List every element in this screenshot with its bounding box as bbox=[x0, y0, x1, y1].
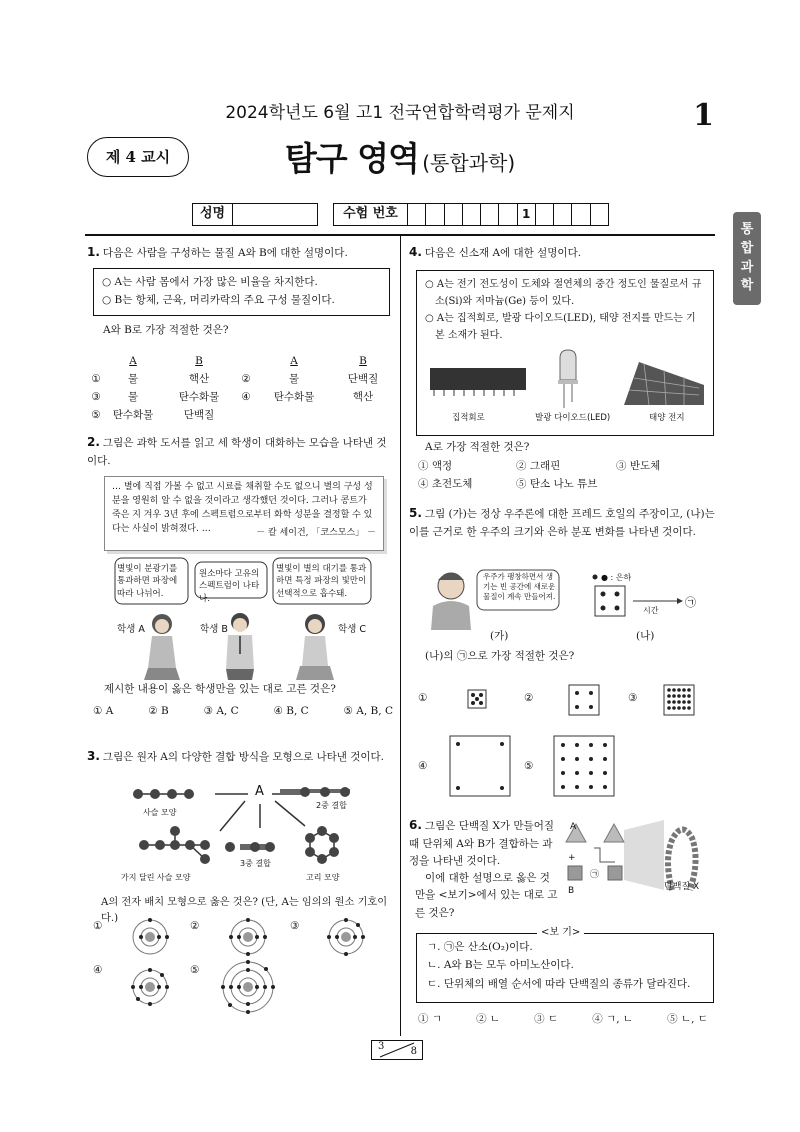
question-5 bbox=[409, 504, 717, 541]
number-cell[interactable] bbox=[408, 204, 426, 225]
number-cell[interactable] bbox=[554, 204, 572, 225]
page-indicator bbox=[371, 1040, 423, 1060]
choice-number[interactable]: ② bbox=[241, 372, 251, 385]
question-prompt: 다음은 사람을 구성하는 물질 A와 B에 대한 설명이다. bbox=[102, 247, 348, 259]
question-number: 4. bbox=[409, 245, 422, 259]
question-text: 이에 대한 설명으로 옳은 것만을 <보기>에서 있는 대로 고른 것은? bbox=[415, 872, 558, 919]
choice-3[interactable]: ③ bbox=[290, 920, 300, 932]
question-number: 6. bbox=[409, 818, 422, 832]
book-passage: … 별에 직접 가볼 수 없고 시료를 채취할 수도 없으니 별의 구성 성분을 영원히 알 수 없을 것이라고 생각했던 것이다. 그러나 콩트가 죽은 지 겨우 3년 후에 스펙트럼으로부터 화학 성분을 결정할 수 있다는 사실이 밝혀졌다. … － 칼 세이건, 「코스모스」 － bbox=[104, 476, 384, 551]
question-prompt: 그림은 단백질 X가 만들어질 때 단위체 A와 B가 결합하는 과정을 나타낸 것이다. bbox=[409, 820, 554, 868]
choice-5[interactable]: ⑤ bbox=[190, 964, 200, 976]
number-cell[interactable] bbox=[536, 204, 554, 225]
question-text: A와 B로 가장 적절한 것은? bbox=[103, 323, 229, 336]
answer-choices: ① A ② B ③ A, C ④ B, C ⑤ A, B, C bbox=[93, 705, 393, 717]
ic-label: 집적회로 bbox=[452, 413, 485, 423]
bubble-c: 별빛이 별의 대기를 통과하면 특정 파장의 빛만이 선택적으로 흡수돼. bbox=[276, 564, 367, 599]
chain-label: 사슬 모양 bbox=[143, 808, 177, 817]
scientist-figure bbox=[431, 573, 471, 630]
bubble-b: 원소마다 고유의 스펙트럼이 나타나. bbox=[199, 569, 260, 604]
student-a-label: 학생 A bbox=[117, 624, 145, 635]
number-cell-filled[interactable]: 1 bbox=[518, 204, 536, 225]
choice-5[interactable]: ⑤ bbox=[524, 760, 534, 772]
subject-main: 탐구 영역 bbox=[284, 139, 419, 178]
answer-choices: ① ㄱ ② ㄴ ③ ㄷ ④ ㄱ, ㄴ ⑤ ㄴ, ㄷ bbox=[418, 1013, 708, 1025]
page-number: 1 bbox=[693, 98, 714, 133]
student-c-label: 학생 C bbox=[338, 624, 367, 635]
current-page: 3 bbox=[378, 1041, 385, 1052]
bogi-box: ㄱ. ㉠은 산소(O₂)이다. ㄴ. A와 B는 모두 아미노산이다. ㄷ. 단위체의 배열 순서에 따라 단백질의 종류가 달라진다. bbox=[416, 933, 714, 1003]
question-text: A로 가장 적절한 것은? bbox=[425, 441, 530, 453]
period-label: 제 4 교시 bbox=[87, 137, 189, 177]
integrated-circuit-image bbox=[430, 368, 526, 396]
question-4 bbox=[409, 243, 719, 262]
choice-1[interactable]: ① bbox=[418, 692, 428, 704]
material-images bbox=[424, 350, 709, 410]
choice-number[interactable]: ③ bbox=[91, 391, 101, 404]
bogi-title: <보 기> bbox=[537, 925, 584, 941]
column-divider bbox=[400, 236, 401, 1036]
atom-a-label: A bbox=[255, 784, 264, 799]
galaxy-distribution-choices bbox=[440, 682, 710, 797]
question-prompt: 그림 (가)는 정상 우주론에 대한 프레드 호일의 주장이고, (나)는 이를 근거로 한 우주의 크기와 은하 분포 변화를 나타낸 것이다. bbox=[409, 508, 715, 538]
solar-label: 태양 전지 bbox=[649, 413, 685, 423]
question-2 bbox=[87, 433, 392, 470]
choice-3[interactable]: ③ bbox=[628, 692, 638, 704]
number-cell[interactable] bbox=[463, 204, 481, 225]
choice-1[interactable]: ① bbox=[93, 920, 103, 932]
bubble-a: 별빛이 분광기를 통과하면 파장에 따라 나뉘어. bbox=[117, 564, 178, 599]
question-prompt: 다음은 신소재 A에 대한 설명이다. bbox=[424, 247, 582, 259]
exam-title: 2024학년도 6월 고1 전국연합학력평가 문제지 bbox=[225, 103, 575, 123]
answer-choices: ① 액정 ② 그래핀 ③ 반도체 ④ 초전도체 ⑤ 탄소 나노 튜브 bbox=[418, 460, 661, 490]
choice-number[interactable]: ⑤ bbox=[91, 409, 101, 422]
student-body bbox=[148, 636, 176, 668]
double-bond-label: 2중 결합 bbox=[316, 801, 347, 810]
question-number: 5. bbox=[409, 506, 422, 520]
choice-4[interactable]: ④ bbox=[418, 760, 428, 772]
unit-b bbox=[568, 866, 582, 880]
figure-label-ga: (가) bbox=[490, 630, 509, 642]
electron-models bbox=[118, 912, 388, 1022]
statement-box: ○ A는 전기 전도성이 도체와 절연체의 중간 정도인 물질로서 규소(Si)와 저마늄(Ge) 등이 있다. ○ A는 집적회로, 발광 다이오드(LED), 태양 전지를 만드는 기본 소재가 된다. bbox=[416, 270, 714, 436]
steady-state-figure bbox=[425, 566, 715, 630]
ring-label: 고리 모양 bbox=[306, 873, 340, 882]
figure-label-na: (나) bbox=[636, 630, 655, 642]
question-number: 1. bbox=[87, 245, 100, 259]
number-cell[interactable] bbox=[499, 204, 517, 225]
galaxy-legend: ● : 은하 bbox=[601, 573, 632, 582]
hoyle-bubble: 우주가 팽창하면서 생기는 빈 공간에 새로운 물질이 계속 만들어져. bbox=[483, 572, 556, 602]
choice-2[interactable]: ② bbox=[524, 692, 534, 704]
student-b-label: 학생 B bbox=[200, 624, 228, 635]
label-protein: 단백질 X bbox=[664, 882, 700, 892]
number-cell[interactable] bbox=[445, 204, 463, 225]
choice-number[interactable]: ④ bbox=[241, 391, 251, 404]
atom-spheres bbox=[133, 787, 350, 864]
question-6 bbox=[409, 816, 559, 870]
solar-cell-image bbox=[624, 362, 704, 405]
passage-source: － 칼 세이건, 「코스모스」 － bbox=[256, 528, 376, 538]
choice-4[interactable]: ④ bbox=[93, 964, 103, 976]
subject-sub: (통합과학) bbox=[422, 151, 516, 175]
label-a: A bbox=[570, 822, 577, 832]
number-cell[interactable] bbox=[481, 204, 499, 225]
number-cell[interactable] bbox=[591, 204, 608, 225]
subject-title bbox=[0, 133, 800, 186]
label-b: B bbox=[568, 886, 575, 896]
number-cell[interactable] bbox=[426, 204, 444, 225]
name-input[interactable] bbox=[233, 204, 317, 225]
name-label: 성명 bbox=[193, 204, 233, 225]
total-pages: 8 bbox=[410, 1046, 417, 1057]
statement-box: ○ A는 사람 몸에서 가장 많은 비율을 차지한다. ○ B는 항체, 근육, 머리카락의 주요 구성 물질이다. bbox=[93, 268, 390, 316]
name-field[interactable] bbox=[192, 203, 318, 226]
branched-chain-label: 가지 달린 사슬 모양 bbox=[121, 873, 191, 882]
choice-number[interactable]: ① bbox=[91, 372, 101, 385]
triple-bond-label: 3중 결합 bbox=[240, 859, 271, 868]
mark-label: ㉠ bbox=[685, 596, 696, 609]
universe-box bbox=[595, 586, 625, 616]
question-prompt: 그림은 과학 도서를 읽고 세 학생이 대화하는 모습을 나타낸 것이다. bbox=[87, 437, 387, 467]
question-1 bbox=[87, 243, 392, 424]
question-number: 2. bbox=[87, 435, 100, 449]
led-image bbox=[558, 350, 578, 408]
exam-number-label: 수험 번호 bbox=[334, 204, 408, 225]
number-cell[interactable] bbox=[572, 204, 590, 225]
question-number: 3. bbox=[87, 749, 100, 763]
exam-number-field[interactable] bbox=[333, 203, 609, 226]
label-plus: + bbox=[568, 853, 576, 863]
question-prompt: 그림은 원자 A의 다양한 결합 방식을 모형으로 나타낸 것이다. bbox=[102, 751, 384, 763]
time-label: 시간 bbox=[643, 606, 659, 615]
choice-2[interactable]: ② bbox=[190, 920, 200, 932]
question-text: (나)의 ㉠으로 가장 적절한 것은? bbox=[425, 650, 575, 662]
led-label: 발광 다이오드(LED) bbox=[535, 413, 611, 423]
question-3 bbox=[87, 747, 397, 766]
subject-side-tab: 통 합 과 학 bbox=[733, 212, 761, 305]
question-text: 제시한 내용이 옳은 학생만을 있는 대로 고른 것은? bbox=[104, 683, 336, 695]
label-mark: ㉠ bbox=[590, 870, 600, 880]
answer-choices: A B A B ① 물 핵산 ② 물 단백질 ③ 물 탄수화물 ④ 탄수화물 핵산 ⑤ 탄수화물 단백질 bbox=[87, 353, 392, 424]
question-text: A의 전자 배치 모형으로 옳은 것은? (단, A는 임의의 원소 기호이다.) bbox=[101, 897, 388, 925]
